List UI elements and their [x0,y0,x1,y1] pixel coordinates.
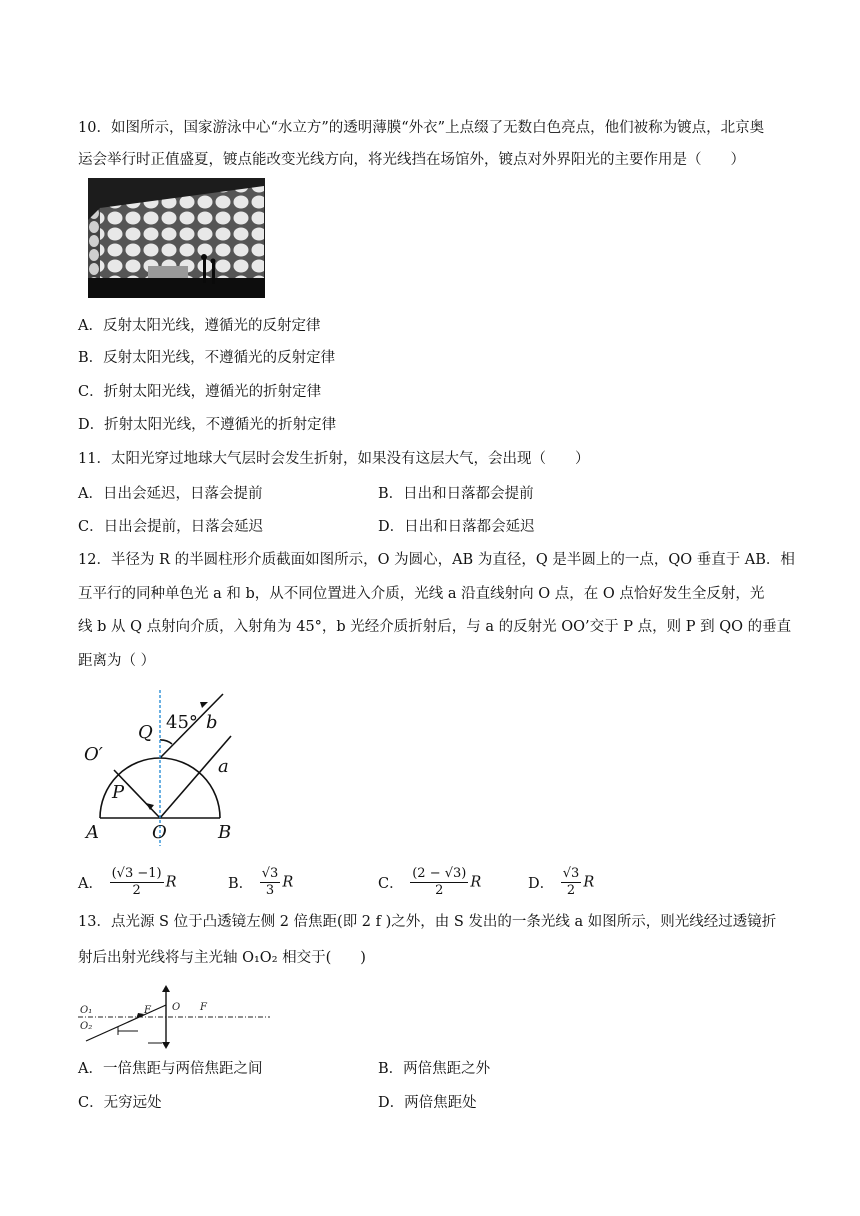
q10-stem-line2: 运会举行时正值盛夏，镀点能改变光线方向，将光线挡在场馆外，镀点对外界阳光的主要作用是（ ） [78,152,745,168]
answer-c-unit: R [470,874,482,891]
answer-a-num: (√3 −1) [111,866,162,881]
label-b-point: B [218,822,232,843]
q13-option-b: B．两倍焦距之外 [378,1061,491,1077]
q12-answer-c [378,866,481,899]
answer-c-den: 2 [435,883,444,898]
label-o-prime: O′ [84,744,103,765]
answer-d-num: √3 [562,866,580,881]
answer-b-den: 3 [265,883,275,898]
answer-b-label: B． [228,876,254,892]
lens-figure [78,983,273,1051]
lens-bottom-arrow [162,1042,170,1049]
q10-stem-line1: 10．如图所示，国家游泳中心“水立方”的透明薄膜“外衣”上点缀了无数白色亮点，他们被称为镀点，北京奥 [78,120,765,136]
q11-option-b: B．日出和日落都会提前 [378,486,534,502]
answer-b-unit: R [282,874,294,891]
answer-c-label: C． [378,876,404,892]
q12-stem-line1: 12．半径为 R 的半圆柱形介质截面如图所示，O 为圆心，AB 为直径，Q 是半圆上的一点，QO 垂直于 AB．相 [78,552,795,568]
lens-top-arrow [162,985,170,992]
angle-label: 45° [166,712,198,733]
label-q: Q [138,722,153,743]
q11-option-d: D．日出和日落都会延迟 [378,519,535,535]
answer-c-num: (2 − √3) [412,866,467,881]
label-f-right: F [200,1002,207,1013]
q12-answer-d [528,866,594,899]
label-f-left: F [144,1005,151,1016]
answer-a-unit: R [165,874,177,891]
q11-stem: 11．太阳光穿过地球大气层时会发生折射，如果没有这层大气，会出现（ ） [78,451,590,467]
q12-stem-line4: 距离为（ ） [78,653,156,669]
answer-a-fraction [110,866,164,899]
q12-stem-line3: 线 b 从 Q 点射向介质，入射角为 45°，b 光经介质折射后，与 a 的反射光 OO’交于 P 点，则 P 到 QO 的垂直 [78,619,792,635]
q13-option-a: A．一倍焦距与两倍焦距之间 [78,1061,263,1077]
label-o1: O₁ [80,1005,93,1016]
answer-a-label: A． [78,876,103,892]
label-o: O [152,822,167,843]
answer-c-fraction [410,866,468,899]
q13-option-d: D．两倍焦距处 [378,1095,477,1111]
q13-stem-line1: 13．点光源 S 位于凸透镜左侧 2 倍焦距(即 2 f )之外，由 S 发出的一条光线 a 如图所示，则光线经过透镜折 [78,914,777,930]
q10-option-b: B．反射太阳光线，不遵循光的反射定律 [78,350,336,366]
answer-d-label: D． [528,876,555,892]
q13-stem-line2: 射后出射光线将与主光轴 O₁O₂ 相交于( ) [78,950,366,966]
water-cube-photo [88,178,265,298]
q13-option-c: C．无穷远处 [78,1095,162,1111]
answer-d-fraction [561,866,582,899]
q10-option-a: A．反射太阳光线，遵循光的反射定律 [78,318,321,334]
label-b: b [206,712,218,733]
answer-b-fraction [260,866,281,899]
q11-option-c: C．日出会提前，日落会延迟 [78,519,264,535]
q12-answer-a [78,866,177,899]
label-a: a [218,756,229,777]
q12-answer-b [228,866,293,899]
semicircle-figure [78,688,258,848]
label-a-point: A [86,822,99,843]
answer-d-den: 2 [566,883,576,898]
ray-a-line [86,1005,166,1041]
answer-d-unit: R [583,874,595,891]
arrow-head-b [200,702,208,708]
arrow-head-p [146,803,154,810]
angle-arc [160,740,172,744]
q10-option-c: C．折射太阳光线，遵循光的折射定律 [78,384,322,400]
q10-option-d: D．折射太阳光线，不遵循光的折射定律 [78,417,337,433]
answer-a-den: 2 [132,883,141,898]
water-cube-image [88,178,265,298]
q12-stem-line2: 互平行的同种单色光 a 和 b，从不同位置进入介质，光线 a 沿直线射向 O 点，在 O 点恰好发生全反射，光 [78,586,765,602]
label-o-center: O [172,1002,181,1013]
answer-b-num: √3 [261,866,279,881]
label-o2: O₂ [80,1021,93,1032]
q11-option-a: A．日出会延迟，日落会提前 [78,486,263,502]
label-p: P [112,782,125,803]
